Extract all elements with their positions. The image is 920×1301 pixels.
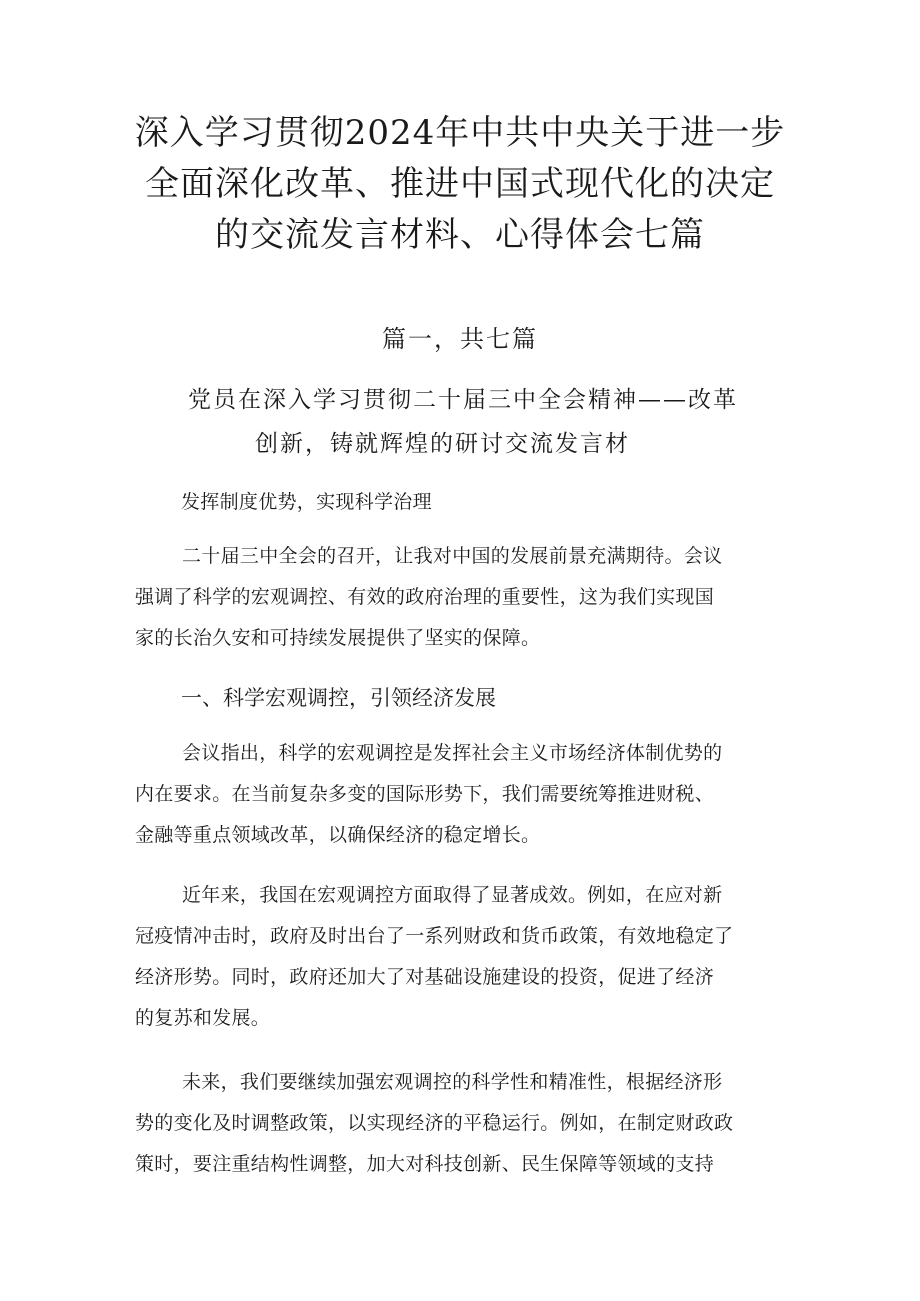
article-subtitle xyxy=(140,378,830,466)
paragraph-2 xyxy=(135,875,795,1039)
paragraph-line: 的复苏和发展。 xyxy=(135,1007,271,1029)
lead-text: 发挥制度优势，实现科学治理 xyxy=(181,491,432,513)
paragraph-line: 近年来，我国在宏观调控方面取得了显著成效。例如，在应对新 xyxy=(182,884,723,906)
paragraph-1 xyxy=(135,733,795,856)
title-line: 全面深化改革、推进中国式现代化的决定 xyxy=(145,164,775,204)
paragraph-line: 经济形势。同时，政府还加大了对基础设施建设的投资，促进了经济 xyxy=(135,966,715,988)
document-title xyxy=(120,108,800,261)
paragraph-line: 强调了科学的宏观调控、有效的政府治理的重要性，这为我们实现国 xyxy=(135,586,715,608)
paragraph-line: 策时，要注重结构性调整，加大对科技创新、民生保障等领域的支持 xyxy=(135,1153,715,1175)
title-line: 的交流发言材料、心得体会七篇 xyxy=(215,215,705,255)
paragraph-line: 二十届三中全会的召开，让我对中国的发展前景充满期待。会议 xyxy=(182,545,723,567)
paragraph-line: 家的长治久安和可持续发展提供了坚实的保障。 xyxy=(135,627,541,649)
paragraph-line: 未来，我们要继续加强宏观调控的科学性和精准性，根据经济形 xyxy=(182,1071,723,1093)
paragraph-line: 内在要求。在当前复杂多变的国际形势下，我们需要统筹推进财税、 xyxy=(135,783,715,805)
paragraph-intro xyxy=(135,536,795,659)
subtitle-line: 党员在深入学习贯彻二十届三中全会精神——改革 xyxy=(188,387,738,413)
paragraph-line: 金融等重点领域改革，以确保经济的稳定增长。 xyxy=(135,824,541,846)
title-line: 深入学习贯彻2024年中共中央关于进一步 xyxy=(134,113,786,153)
section-heading: 一、科学宏观调控，引领经济发展 xyxy=(181,686,496,710)
paragraph-line: 会议指出，科学的宏观调控是发挥社会主义市场经济体制优势的 xyxy=(182,742,723,764)
section-label: 篇一，共七篇 xyxy=(382,325,538,353)
paragraph-line: 冠疫情冲击时，政府及时出台了一系列财政和货币政策，有效地稳定了 xyxy=(135,925,734,947)
paragraph-line: 势的变化及时调整政策，以实现经济的平稳运行。例如，在制定财政政 xyxy=(135,1112,734,1134)
subtitle-line: 创新，铸就辉煌的研讨交流发言材 xyxy=(255,431,630,457)
paragraph-3 xyxy=(135,1062,795,1185)
